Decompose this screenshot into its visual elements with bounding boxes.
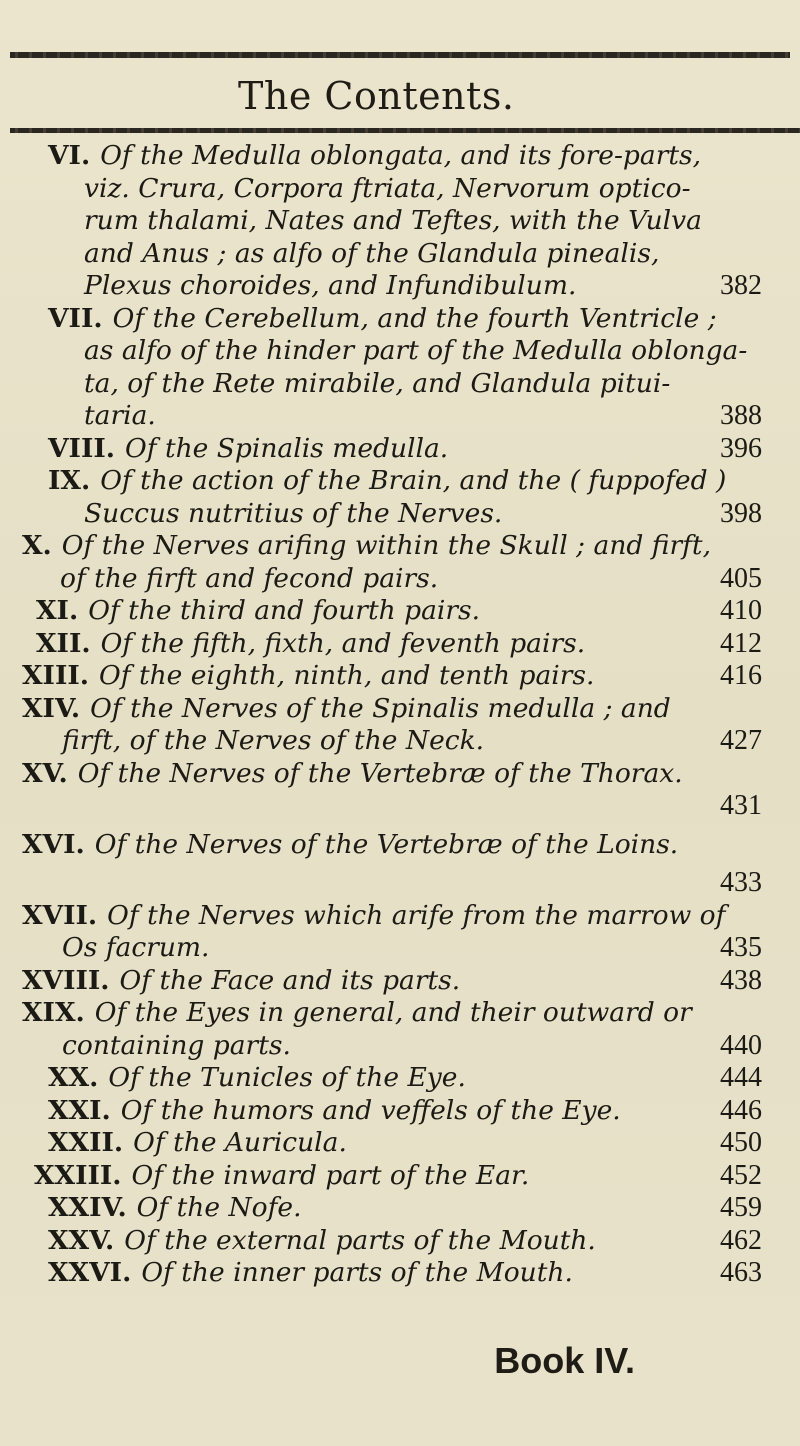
contents-entry (0, 965, 800, 998)
chapter-number: XXIII. (34, 1159, 122, 1191)
contents-entry (0, 1127, 800, 1160)
page-number: 446 (720, 1094, 762, 1126)
chapter-title-line: taria. (84, 400, 156, 431)
contents-entry (0, 530, 800, 595)
chapter-title-line: viz. Crura, Corpora ftriata, Nervorum optico- (84, 172, 691, 204)
contents-entry (0, 758, 800, 823)
contents-entry (0, 1192, 800, 1225)
chapter-title-line: ta, of the Rete mirabile, and Glandula pitui- (84, 367, 671, 399)
contents-entry (0, 900, 800, 965)
chapter-title-line: Of the Tunicles of the Eye. (108, 1062, 466, 1093)
chapter-number: X. (22, 530, 52, 561)
chapter-title-line: rum thalami, Nates and Teftes, with the Vulva (84, 205, 702, 236)
head-rule (10, 128, 800, 133)
running-head: The Contents. (238, 74, 515, 118)
chapter-title-line: Of the Nerves arifing within the Skull ; and firft, (61, 530, 712, 561)
contents-entry (0, 660, 800, 693)
chapter-number: XXIV. (48, 1192, 127, 1223)
page-number: 452 (720, 1159, 762, 1191)
page-number: 410 (720, 595, 762, 626)
chapter-title-line: Of the eighth, ninth, and tenth pairs. (98, 660, 595, 691)
chapter-title-line: Of the Spinalis medulla. (124, 432, 449, 464)
contents-entry (0, 1225, 800, 1258)
chapter-title-line: as alfo of the hinder part of the Medulla oblonga- (84, 335, 748, 366)
contents-entry (0, 303, 800, 433)
page-number: 440 (720, 1029, 762, 1061)
chapter-title-line: Of the Nerves of the Vertebræ of the Thorax. (77, 757, 683, 789)
chapter-title-line: Of the fifth, fixth, and feventh pairs. (100, 627, 586, 659)
page-number: 405 (720, 562, 762, 594)
page-number: 433 (720, 867, 762, 898)
chapter-title-line: Of the Auricula. (133, 1127, 347, 1158)
chapter-number: XVI. (22, 828, 85, 860)
page-number: 427 (720, 725, 762, 756)
chapter-number: VIII. (48, 432, 115, 464)
chapter-title-line: Of the third and fourth pairs. (88, 595, 481, 626)
chapter-number: XV. (22, 757, 68, 789)
chapter-title-line: Of the Nofe. (136, 1192, 302, 1223)
page-number: 416 (720, 660, 762, 691)
contents-entry (0, 693, 800, 758)
catchword: Book IV. (494, 1340, 635, 1381)
chapter-number: XIII. (22, 660, 89, 691)
chapter-title-line: Os facrum. (62, 932, 210, 963)
contents-entry (0, 1095, 800, 1128)
chapter-number: XIX. (22, 997, 85, 1028)
chapter-title-line: Of the action of the Brain, and the ( fuppofed ) (100, 465, 727, 496)
chapter-title-line: Plexus choroides, and Infundibulum. (84, 270, 577, 301)
page-number: 459 (720, 1192, 762, 1223)
chapter-title-line: Of the humors and veffels of the Eye. (120, 1094, 621, 1126)
chapter-title-line: Of the inner parts of the Mouth. (141, 1257, 573, 1288)
chapter-title-line: Of the Face and its parts. (119, 964, 461, 996)
contents-entry (0, 1257, 800, 1290)
chapter-title-line: Of the Cerebellum, and the fourth Ventricle ; (112, 302, 717, 334)
page-number: 388 (720, 400, 762, 431)
contents-entry (0, 1160, 800, 1193)
chapter-number: XII. (36, 627, 91, 659)
chapter-number: XX. (48, 1062, 99, 1093)
page-number: 382 (720, 270, 762, 301)
page-number: 398 (720, 497, 762, 529)
chapter-number: IX. (48, 465, 91, 496)
chapter-title-line: Of the Eyes in general, and their outward or (94, 997, 692, 1028)
page-number: 412 (720, 627, 762, 659)
chapter-title-line: of the firft and fecond pairs. (60, 562, 439, 594)
contents-entry (0, 465, 800, 530)
chapter-title-line: Of the Nerves of the Vertebræ of the Loins. (94, 828, 679, 860)
chapter-number: XXII. (48, 1127, 124, 1158)
chapter-title-line: firft, of the Nerves of the Neck. (62, 725, 485, 756)
chapter-number: XXI. (48, 1094, 111, 1126)
chapter-number: VII. (48, 302, 103, 334)
page-number: 462 (720, 1224, 762, 1256)
page-number: 444 (720, 1062, 762, 1093)
chapter-number: XVII. (22, 899, 98, 931)
top-rule (10, 52, 790, 58)
chapter-title-line: Of the inward part of the Ear. (131, 1159, 530, 1191)
contents-entry (0, 829, 800, 900)
chapter-title-line: Of the Nerves of the Spinalis medulla ; and (90, 692, 671, 724)
chapter-title-line: Of the Medulla oblongata, and its fore-parts, (100, 140, 702, 171)
chapter-number: XXVI. (48, 1257, 132, 1288)
contents-list (0, 140, 800, 1290)
page-number: 450 (720, 1127, 762, 1158)
contents-entry (0, 433, 800, 466)
page-number: 435 (720, 932, 762, 963)
contents-entry (0, 140, 800, 303)
contents-entry (0, 595, 800, 628)
chapter-title-line: containing parts. (62, 1029, 291, 1061)
page-number: 396 (720, 432, 762, 464)
page-number: 463 (720, 1257, 762, 1288)
chapter-title-line: Succus nutritius of the Nerves. (84, 497, 503, 529)
chapter-number: XI. (36, 595, 79, 626)
chapter-number: XVIII. (22, 964, 110, 996)
chapter-number: XIV. (22, 692, 81, 724)
contents-entry (0, 997, 800, 1062)
contents-entry (0, 628, 800, 661)
page-number: 431 (720, 790, 762, 821)
contents-entry (0, 1062, 800, 1095)
chapter-title-line: Of the Nerves which arife from the marrow of (107, 899, 726, 931)
chapter-title-line: Of the external parts of the Mouth. (124, 1224, 596, 1256)
chapter-title-line: and Anus ; as alfo of the Glandula pinealis, (84, 237, 660, 269)
chapter-number: VI. (48, 140, 91, 171)
chapter-number: XXV. (48, 1224, 115, 1256)
page-number: 438 (720, 964, 762, 996)
